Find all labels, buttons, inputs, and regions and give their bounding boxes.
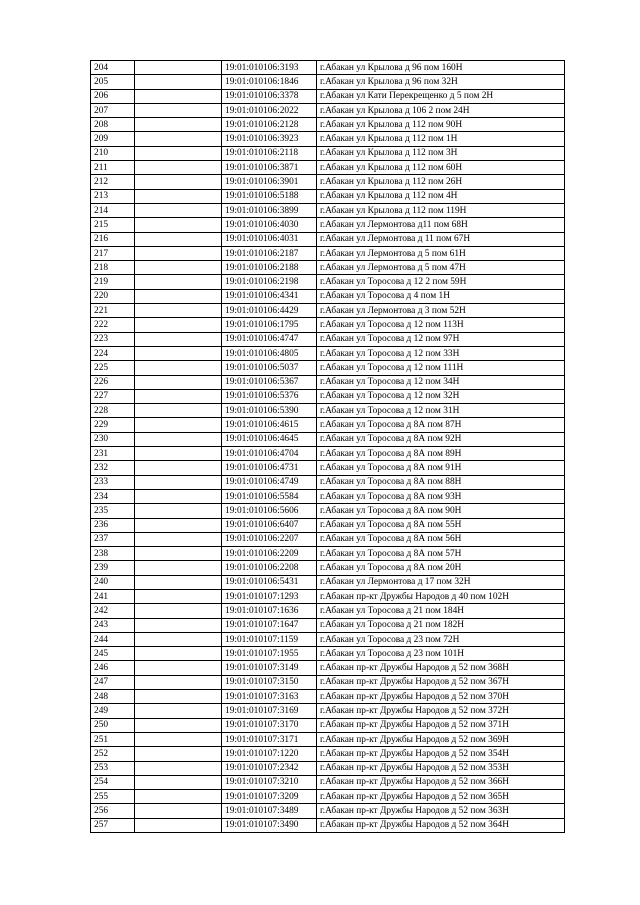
cadastral-number: 19:01:010106:1846 (222, 75, 317, 89)
property-address: г.Абакан ул Торосова д 12 пом 34Н (317, 375, 565, 389)
table-row (91, 404, 565, 418)
empty-cell (135, 304, 222, 318)
row-number: 247 (91, 675, 135, 689)
property-address: г.Абакан ул Торосова д 12 пом 32Н (317, 389, 565, 403)
cadastral-number: 19:01:010107:3150 (222, 675, 317, 689)
cadastral-number: 19:01:010106:3899 (222, 203, 317, 217)
empty-cell (135, 675, 222, 689)
row-number: 245 (91, 647, 135, 661)
table-row (91, 318, 565, 332)
cadastral-number: 19:01:010107:2342 (222, 761, 317, 775)
row-number: 212 (91, 175, 135, 189)
cadastral-number: 19:01:010106:4645 (222, 432, 317, 446)
cadastral-number: 19:01:010106:2209 (222, 547, 317, 561)
empty-cell (135, 804, 222, 818)
cadastral-number: 19:01:010106:1795 (222, 318, 317, 332)
property-address: г.Абакан ул Торосова д 12 2 пом 59Н (317, 275, 565, 289)
property-address: г.Абакан ул Торосова д 4 пом 1Н (317, 289, 565, 303)
row-number: 231 (91, 447, 135, 461)
cadastral-number: 19:01:010107:3149 (222, 661, 317, 675)
table-row (91, 418, 565, 432)
row-number: 237 (91, 532, 135, 546)
cadastral-number: 19:01:010106:4731 (222, 461, 317, 475)
property-address: г.Абакан ул Торосова д 8А пом 57Н (317, 547, 565, 561)
table-row (91, 304, 565, 318)
cadastral-number: 19:01:010107:3490 (222, 818, 317, 832)
property-address: г.Абакан ул Торосова д 23 пом 72Н (317, 632, 565, 646)
empty-cell (135, 704, 222, 718)
cadastral-number: 19:01:010106:3871 (222, 161, 317, 175)
empty-cell (135, 289, 222, 303)
property-address: г.Абакан ул Крылова д 112 пом 26Н (317, 175, 565, 189)
property-address: г.Абакан ул Торосова д 8А пом 55Н (317, 518, 565, 532)
row-number: 250 (91, 718, 135, 732)
row-number: 235 (91, 504, 135, 518)
row-number: 228 (91, 404, 135, 418)
cadastral-number: 19:01:010106:4341 (222, 289, 317, 303)
table-row (91, 718, 565, 732)
property-address: г.Абакан пр-кт Дружбы Народов д 52 пом 372Н (317, 704, 565, 718)
empty-cell (135, 661, 222, 675)
empty-cell (135, 632, 222, 646)
table-row (91, 647, 565, 661)
row-number: 240 (91, 575, 135, 589)
cadastral-number: 19:01:010106:3923 (222, 132, 317, 146)
cadastral-number: 19:01:010106:5606 (222, 504, 317, 518)
empty-cell (135, 318, 222, 332)
property-address: г.Абакан ул Торосова д 8А пом 88Н (317, 475, 565, 489)
table-row (91, 818, 565, 832)
property-address: г.Абакан ул Кати Перекрещенко д 5 пом 2Н (317, 89, 565, 103)
empty-cell (135, 103, 222, 117)
row-number: 241 (91, 589, 135, 603)
cadastral-number: 19:01:010106:4615 (222, 418, 317, 432)
table-row (91, 461, 565, 475)
empty-cell (135, 146, 222, 160)
table-row (91, 289, 565, 303)
row-number: 256 (91, 804, 135, 818)
table-row (91, 804, 565, 818)
cadastral-number: 19:01:010106:4805 (222, 346, 317, 360)
property-address: г.Абакан пр-кт Дружбы Народов д 52 пом 371Н (317, 718, 565, 732)
empty-cell (135, 504, 222, 518)
property-address: г.Абакан ул Торосова д 8А пом 93Н (317, 489, 565, 503)
empty-cell (135, 132, 222, 146)
property-address: г.Абакан ул Торосова д 12 пом 113Н (317, 318, 565, 332)
row-number: 223 (91, 332, 135, 346)
empty-cell (135, 161, 222, 175)
property-address: г.Абакан пр-кт Дружбы Народов д 52 пом 368Н (317, 661, 565, 675)
empty-cell (135, 518, 222, 532)
empty-cell (135, 232, 222, 246)
cadastral-number: 19:01:010106:3901 (222, 175, 317, 189)
cadastral-number: 19:01:010106:5188 (222, 189, 317, 203)
property-address: г.Абакан ул Крылова д 96 пом 32Н (317, 75, 565, 89)
row-number: 220 (91, 289, 135, 303)
row-number: 244 (91, 632, 135, 646)
property-address: г.Абакан ул Торосова д 8А пом 91Н (317, 461, 565, 475)
property-address: г.Абакан ул Торосова д 12 пом 111Н (317, 361, 565, 375)
empty-cell (135, 375, 222, 389)
property-address: г.Абакан ул Крылова д 112 пом 119Н (317, 203, 565, 217)
row-number: 230 (91, 432, 135, 446)
empty-cell (135, 275, 222, 289)
row-number: 251 (91, 732, 135, 746)
row-number: 207 (91, 103, 135, 117)
cadastral-number: 19:01:010106:2128 (222, 118, 317, 132)
table-row (91, 132, 565, 146)
row-number: 257 (91, 818, 135, 832)
table-row (91, 690, 565, 704)
row-number: 224 (91, 346, 135, 360)
table-row (91, 146, 565, 160)
empty-cell (135, 246, 222, 260)
row-number: 254 (91, 775, 135, 789)
property-address: г.Абакан ул Лермонтова д11 пом 68Н (317, 218, 565, 232)
empty-cell (135, 647, 222, 661)
property-address: г.Абакан ул Крылова д 112 пом 1Н (317, 132, 565, 146)
table-row (91, 575, 565, 589)
table-row (91, 275, 565, 289)
empty-cell (135, 732, 222, 746)
table-row (91, 547, 565, 561)
row-number: 236 (91, 518, 135, 532)
cadastral-number: 19:01:010106:5367 (222, 375, 317, 389)
table-row (91, 518, 565, 532)
row-number: 227 (91, 389, 135, 403)
cadastral-number: 19:01:010106:4704 (222, 447, 317, 461)
cadastral-number: 19:01:010106:4747 (222, 332, 317, 346)
property-address: г.Абакан пр-кт Дружбы Народов д 52 пом 364Н (317, 818, 565, 832)
property-address: г.Абакан ул Торосова д 8А пом 87Н (317, 418, 565, 432)
property-address: г.Абакан ул Лермонтова д 5 пом 47Н (317, 261, 565, 275)
table-row (91, 261, 565, 275)
property-address: г.Абакан ул Торосова д 8А пом 89Н (317, 447, 565, 461)
row-number: 215 (91, 218, 135, 232)
row-number: 232 (91, 461, 135, 475)
property-register-table (90, 60, 565, 833)
property-address: г.Абакан пр-кт Дружбы Народов д 52 пом 363Н (317, 804, 565, 818)
property-address: г.Абакан ул Лермонтова д 17 пом 32Н (317, 575, 565, 589)
table-row (91, 775, 565, 789)
cadastral-number: 19:01:010106:4749 (222, 475, 317, 489)
property-address: г.Абакан пр-кт Дружбы Народов д 52 пом 366Н (317, 775, 565, 789)
empty-cell (135, 589, 222, 603)
table-row (91, 561, 565, 575)
table-row (91, 389, 565, 403)
cadastral-number: 19:01:010107:1220 (222, 747, 317, 761)
cadastral-number: 19:01:010106:4030 (222, 218, 317, 232)
property-address: г.Абакан ул Торосова д 8А пом 20Н (317, 561, 565, 575)
row-number: 204 (91, 61, 135, 75)
table-row (91, 618, 565, 632)
empty-cell (135, 561, 222, 575)
empty-cell (135, 718, 222, 732)
table-row (91, 346, 565, 360)
table-row (91, 432, 565, 446)
table-row (91, 532, 565, 546)
property-address: г.Абакан ул Торосова д 21 пом 182Н (317, 618, 565, 632)
cadastral-number: 19:01:010106:2207 (222, 532, 317, 546)
table-row (91, 246, 565, 260)
table-row (91, 189, 565, 203)
property-address: г.Абакан пр-кт Дружбы Народов д 52 пом 354Н (317, 747, 565, 761)
table-row (91, 504, 565, 518)
empty-cell (135, 747, 222, 761)
empty-cell (135, 261, 222, 275)
row-number: 233 (91, 475, 135, 489)
row-number: 208 (91, 118, 135, 132)
row-number: 246 (91, 661, 135, 675)
table-row (91, 732, 565, 746)
table-row (91, 661, 565, 675)
property-address: г.Абакан ул Торосова д 21 пом 184Н (317, 604, 565, 618)
property-register-body (91, 61, 565, 833)
cadastral-number: 19:01:010106:3193 (222, 61, 317, 75)
property-address: г.Абакан ул Торосова д 8А пом 56Н (317, 532, 565, 546)
row-number: 253 (91, 761, 135, 775)
property-address: г.Абакан пр-кт Дружбы Народов д 40 пом 102Н (317, 589, 565, 603)
table-row (91, 475, 565, 489)
table-row (91, 332, 565, 346)
table-row (91, 375, 565, 389)
property-address: г.Абакан пр-кт Дружбы Народов д 52 пом 353Н (317, 761, 565, 775)
empty-cell (135, 404, 222, 418)
property-address: г.Абакан ул Торосова д 8А пом 90Н (317, 504, 565, 518)
empty-cell (135, 532, 222, 546)
row-number: 229 (91, 418, 135, 432)
empty-cell (135, 818, 222, 832)
row-number: 216 (91, 232, 135, 246)
cadastral-number: 19:01:010107:3210 (222, 775, 317, 789)
cadastral-number: 19:01:010106:5431 (222, 575, 317, 589)
row-number: 217 (91, 246, 135, 260)
property-address: г.Абакан ул Торосова д 12 пом 33Н (317, 346, 565, 360)
empty-cell (135, 489, 222, 503)
property-address: г.Абакан ул Крылова д 112 пом 90Н (317, 118, 565, 132)
empty-cell (135, 118, 222, 132)
empty-cell (135, 418, 222, 432)
row-number: 242 (91, 604, 135, 618)
property-address: г.Абакан ул Лермонтова д 3 пом 52Н (317, 304, 565, 318)
empty-cell (135, 575, 222, 589)
empty-cell (135, 690, 222, 704)
empty-cell (135, 361, 222, 375)
property-address: г.Абакан пр-кт Дружбы Народов д 52 пом 367Н (317, 675, 565, 689)
row-number: 205 (91, 75, 135, 89)
empty-cell (135, 175, 222, 189)
empty-cell (135, 475, 222, 489)
row-number: 213 (91, 189, 135, 203)
property-address: г.Абакан ул Крылова д 96 пом 160Н (317, 61, 565, 75)
table-row (91, 604, 565, 618)
cadastral-number: 19:01:010106:2198 (222, 275, 317, 289)
property-address: г.Абакан ул Лермонтова д 5 пом 61Н (317, 246, 565, 260)
cadastral-number: 19:01:010106:5390 (222, 404, 317, 418)
property-address: г.Абакан пр-кт Дружбы Народов д 52 пом 369Н (317, 732, 565, 746)
empty-cell (135, 790, 222, 804)
cadastral-number: 19:01:010107:3163 (222, 690, 317, 704)
row-number: 226 (91, 375, 135, 389)
table-row (91, 447, 565, 461)
property-address: г.Абакан ул Торосова д 12 пом 31Н (317, 404, 565, 418)
row-number: 234 (91, 489, 135, 503)
row-number: 252 (91, 747, 135, 761)
table-row (91, 747, 565, 761)
table-row (91, 203, 565, 217)
empty-cell (135, 346, 222, 360)
cadastral-number: 19:01:010107:1955 (222, 647, 317, 661)
cadastral-number: 19:01:010106:2188 (222, 261, 317, 275)
cadastral-number: 19:01:010107:3170 (222, 718, 317, 732)
cadastral-number: 19:01:010107:1159 (222, 632, 317, 646)
table-row (91, 489, 565, 503)
table-row (91, 218, 565, 232)
row-number: 210 (91, 146, 135, 160)
table-row (91, 89, 565, 103)
table-row (91, 761, 565, 775)
cadastral-number: 19:01:010107:1636 (222, 604, 317, 618)
table-row (91, 61, 565, 75)
row-number: 243 (91, 618, 135, 632)
empty-cell (135, 218, 222, 232)
cadastral-number: 19:01:010106:2208 (222, 561, 317, 575)
empty-cell (135, 761, 222, 775)
empty-cell (135, 89, 222, 103)
table-row (91, 103, 565, 117)
row-number: 219 (91, 275, 135, 289)
table-row (91, 704, 565, 718)
property-address: г.Абакан ул Крылова д 106 2 пом 24Н (317, 103, 565, 117)
row-number: 214 (91, 203, 135, 217)
table-row (91, 75, 565, 89)
property-address: г.Абакан ул Торосова д 12 пом 97Н (317, 332, 565, 346)
empty-cell (135, 618, 222, 632)
cadastral-number: 19:01:010107:3171 (222, 732, 317, 746)
cadastral-number: 19:01:010106:4031 (222, 232, 317, 246)
empty-cell (135, 203, 222, 217)
property-address: г.Абакан ул Торосова д 23 пом 101Н (317, 647, 565, 661)
row-number: 225 (91, 361, 135, 375)
property-address: г.Абакан пр-кт Дружбы Народов д 52 пом 365Н (317, 790, 565, 804)
empty-cell (135, 61, 222, 75)
row-number: 238 (91, 547, 135, 561)
row-number: 248 (91, 690, 135, 704)
empty-cell (135, 332, 222, 346)
cadastral-number: 19:01:010106:3378 (222, 89, 317, 103)
table-row (91, 175, 565, 189)
cadastral-number: 19:01:010106:2187 (222, 246, 317, 260)
cadastral-number: 19:01:010106:6407 (222, 518, 317, 532)
table-row (91, 790, 565, 804)
table-row (91, 675, 565, 689)
empty-cell (135, 461, 222, 475)
table-row (91, 632, 565, 646)
empty-cell (135, 604, 222, 618)
cadastral-number: 19:01:010107:3209 (222, 790, 317, 804)
empty-cell (135, 432, 222, 446)
property-address: г.Абакан ул Крылова д 112 пом 4Н (317, 189, 565, 203)
empty-cell (135, 447, 222, 461)
row-number: 209 (91, 132, 135, 146)
row-number: 222 (91, 318, 135, 332)
cadastral-number: 19:01:010107:3489 (222, 804, 317, 818)
row-number: 255 (91, 790, 135, 804)
table-row (91, 589, 565, 603)
cadastral-number: 19:01:010106:2118 (222, 146, 317, 160)
table-row (91, 361, 565, 375)
row-number: 239 (91, 561, 135, 575)
cadastral-number: 19:01:010107:1293 (222, 589, 317, 603)
cadastral-number: 19:01:010106:5584 (222, 489, 317, 503)
empty-cell (135, 389, 222, 403)
cadastral-number: 19:01:010106:2022 (222, 103, 317, 117)
cadastral-number: 19:01:010106:5037 (222, 361, 317, 375)
empty-cell (135, 189, 222, 203)
empty-cell (135, 75, 222, 89)
cadastral-number: 19:01:010107:1647 (222, 618, 317, 632)
row-number: 221 (91, 304, 135, 318)
row-number: 206 (91, 89, 135, 103)
table-row (91, 161, 565, 175)
empty-cell (135, 547, 222, 561)
row-number: 218 (91, 261, 135, 275)
row-number: 211 (91, 161, 135, 175)
table-row (91, 118, 565, 132)
table-row (91, 232, 565, 246)
property-address: г.Абакан ул Крылова д 112 пом 3Н (317, 146, 565, 160)
cadastral-number: 19:01:010107:3169 (222, 704, 317, 718)
cadastral-number: 19:01:010106:4429 (222, 304, 317, 318)
empty-cell (135, 775, 222, 789)
property-address: г.Абакан пр-кт Дружбы Народов д 52 пом 370Н (317, 690, 565, 704)
property-address: г.Абакан ул Лермонтова д 11 пом 67Н (317, 232, 565, 246)
property-address: г.Абакан ул Торосова д 8А пом 92Н (317, 432, 565, 446)
row-number: 249 (91, 704, 135, 718)
property-address: г.Абакан ул Крылова д 112 пом 60Н (317, 161, 565, 175)
cadastral-number: 19:01:010106:5376 (222, 389, 317, 403)
